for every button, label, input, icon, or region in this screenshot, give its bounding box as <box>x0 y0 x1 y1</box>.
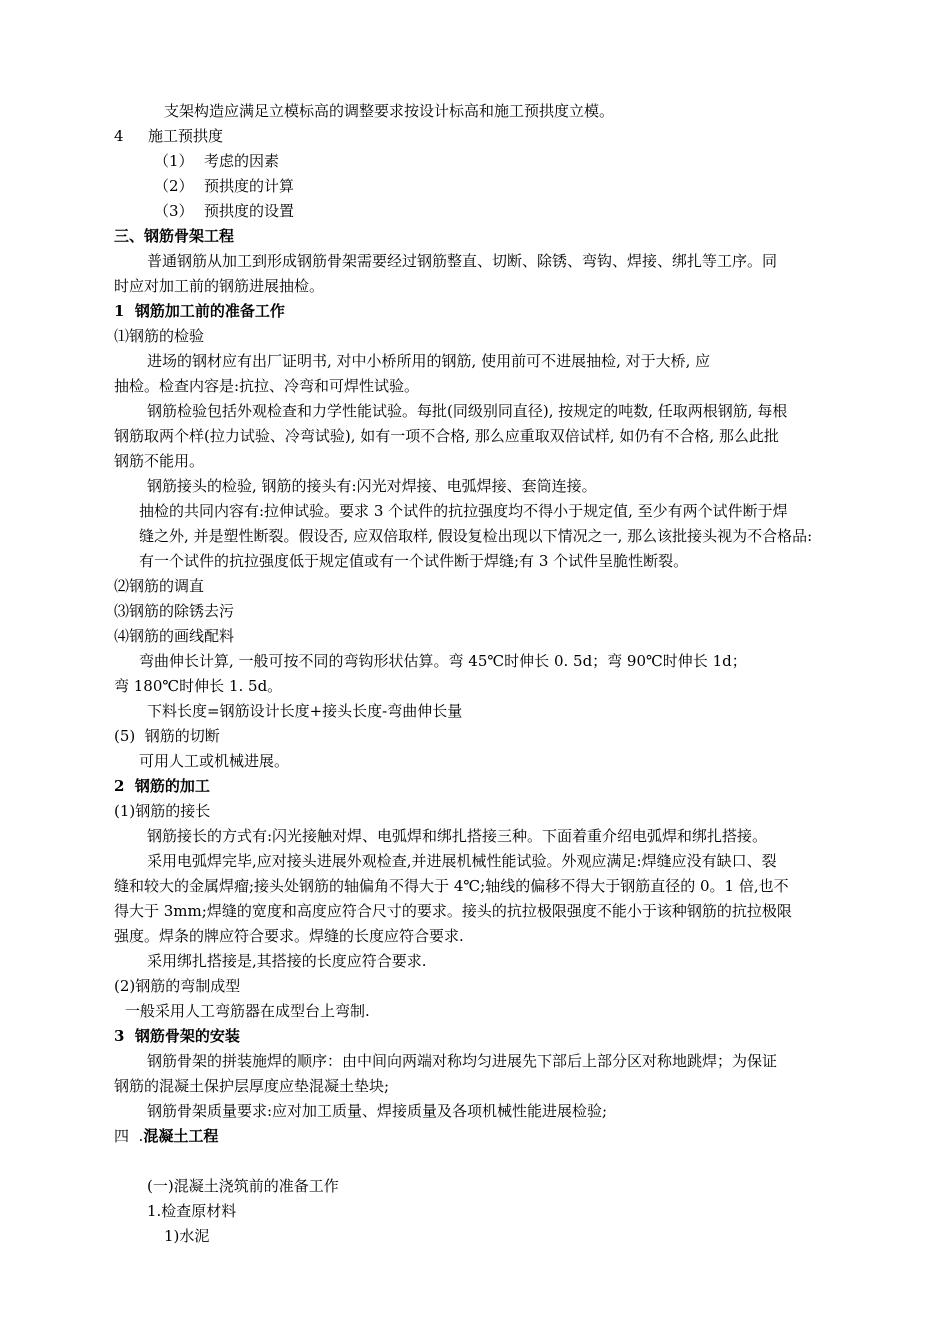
paragraph-line: 钢筋骨架质量要求:应对加工质量、焊接质量及各项机械性能进展检验; <box>147 1102 608 1120</box>
subsection-heading: 1)水泥 <box>164 1227 210 1245</box>
paragraph-line: 缝之外, 并是塑性断裂。假设否, 应双倍取样, 假设复检出现以下情况之一, 那么该批接头视为不合格品: <box>139 527 813 545</box>
subsection-heading: (1)钢筋的接长 <box>114 802 211 820</box>
paragraph-line: 钢筋取两个样(拉力试验、冷弯试验), 如有一项不合格, 那么应重取双倍试样, 如仍有不合格, 那么此批 <box>114 427 779 445</box>
paragraph-line: 钢筋检验包括外观检查和力学性能试验。每批(同级别同直径), 按规定的吨数, 任取两根钢筋, 每根 <box>147 402 788 420</box>
paragraph-line: 采用绑扎搭接是,其搭接的长度应符合要求. <box>147 952 427 970</box>
paragraph-line: 普通钢筋从加工到形成钢筋骨架需要经过钢筋整直、切断、除锈、弯钩、焊接、绑扎等工序。同 <box>147 252 778 270</box>
formula-line: 下料长度=钢筋设计长度+接头长度-弯曲伸长量 <box>147 702 463 720</box>
paragraph-line: 弯曲伸长计算, 一般可按不同的弯钩形状估算。弯 45℃时伸长 0. 5d；弯 90℃时伸长 1d； <box>139 652 747 670</box>
paragraph-line: 抽检。检查内容是:抗拉、冷弯和可焊性试验。 <box>114 377 420 395</box>
list-item-number: （2） <box>154 177 194 195</box>
paragraph-line: 强度。焊条的牌应符合要求。焊缝的长度应符合要求. <box>114 927 464 945</box>
paragraph-line: 一般采用人工弯筋器在成型台上弯制. <box>125 1002 370 1020</box>
paragraph-line: 进场的钢材应有出厂证明书, 对中小桥所用的钢筋, 使用前可不进展抽检, 对于大桥, 应 <box>147 352 711 370</box>
paragraph-line: 可用人工或机械进展。 <box>139 752 290 770</box>
chapter-heading <box>114 1126 860 1146</box>
paragraph-line: 钢筋不能用。 <box>114 452 205 470</box>
list-item <box>154 176 900 196</box>
paragraph-line: 时应对加工前的钢筋进展抽检。 <box>114 277 325 295</box>
paragraph-line: 缝和较大的金属焊瘤;接头处钢筋的轴偏角不得大于 4℃;轴线的偏移不得大于钢筋直径的 0。1 倍,也不 <box>114 877 789 895</box>
chapter-heading: 三、钢筋骨架工程 <box>114 227 235 245</box>
paragraph-line: 钢筋接长的方式有:闪光接触对焊、电弧焊和绑扎搭接三种。下面着重介绍电弧焊和绑扎搭接。 <box>147 827 768 845</box>
paragraph-line: 得大于 3mm;焊缝的宽度和高度应符合尺寸的要求。接头的抗拉极限强度不能小于该种钢筋的抗拉极限 <box>114 902 792 920</box>
section-heading: 3 钢筋骨架的安装 <box>114 1027 240 1045</box>
list-item-number: （3） <box>154 202 194 220</box>
list-item-text: 预拱度的计算 <box>204 177 295 195</box>
list-item-text: 预拱度的设置 <box>204 202 295 220</box>
chapter-title: 混凝土工程 <box>143 1127 219 1145</box>
paragraph-line: 钢筋接头的检验, 钢筋的接头有:闪光对焊接、电弧焊接、套筒连接。 <box>147 477 597 495</box>
subsection-heading: (5) 钢筋的切断 <box>114 727 220 745</box>
subsection-heading: ⑴钢筋的检验 <box>114 327 205 345</box>
subsection-heading: (一)混凝土浇筑前的准备工作 <box>147 1177 339 1195</box>
section-title: 施工预拱度 <box>148 127 224 145</box>
subsection-heading: (2)钢筋的弯制成型 <box>114 977 241 995</box>
paragraph-line: 有一个试件的抗拉强度低于规定值或有一个试件断于焊缝;有 3 个试件呈脆性断裂。 <box>139 552 689 570</box>
section-heading: 2 钢筋的加工 <box>114 777 210 795</box>
section-heading <box>114 126 860 146</box>
paragraph-line: 支架构造应满足立模标高的调整要求按设计标高和施工预拱度立模。 <box>164 102 615 120</box>
paragraph-line: 钢筋的混凝土保护层厚度应垫混凝土垫块; <box>114 1077 390 1095</box>
subsection-heading: ⑷钢筋的画线配料 <box>114 627 235 645</box>
list-item <box>154 151 900 171</box>
section-heading: 1 钢筋加工前的准备工作 <box>114 302 285 320</box>
subsection-heading: 1.检查原材料 <box>147 1202 237 1220</box>
paragraph-line: 抽检的共同内容有:拉伸试验。要求 3 个试件的抗拉强度均不得小于规定值, 至少有两个试件断于焊 <box>139 502 788 520</box>
paragraph-line: 钢筋骨架的拼装施焊的顺序：由中间向两端对称均匀进展先下部后上部分区对称地跳焊；为保证 <box>147 1052 778 1070</box>
section-number: 4 <box>114 127 124 145</box>
subsection-heading: ⑶钢筋的除锈去污 <box>114 602 235 620</box>
list-item-number: （1） <box>154 152 194 170</box>
list-item <box>154 201 900 221</box>
paragraph-line: 弯 180℃时伸长 1. 5d。 <box>114 677 283 695</box>
chapter-number: 四 . <box>114 1127 144 1145</box>
subsection-heading: ⑵钢筋的调直 <box>114 577 205 595</box>
list-item-text: 考虑的因素 <box>204 152 280 170</box>
paragraph-line: 采用电弧焊完毕,应对接头进展外观检查,并进展机械性能试验。外观应满足:焊缝应没有缺口、裂 <box>147 852 777 870</box>
